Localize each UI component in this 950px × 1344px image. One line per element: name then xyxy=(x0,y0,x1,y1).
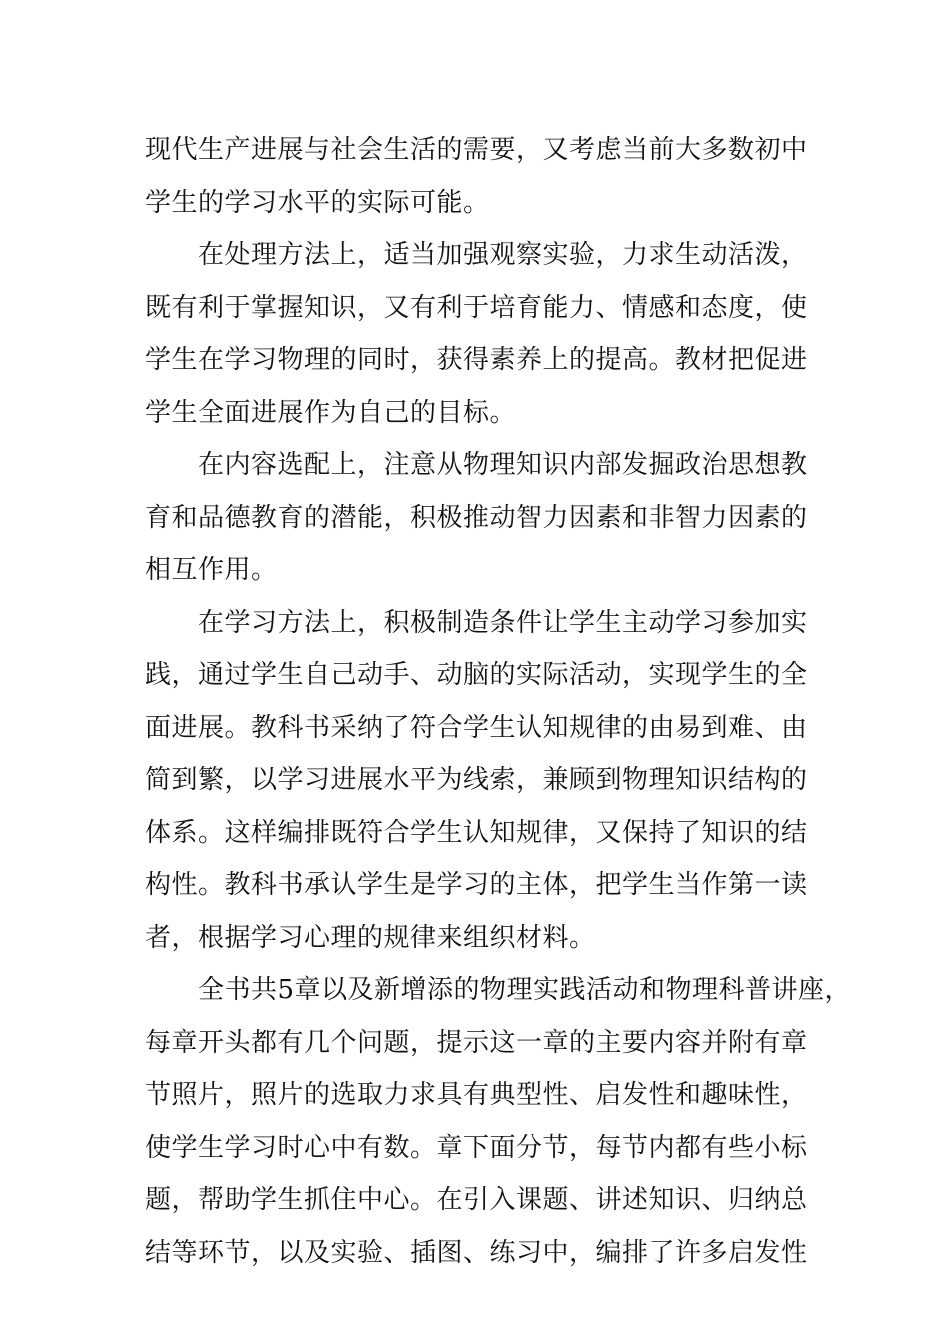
text-line: 简到繁，以学习进展水平为线索，兼顾到物理知识结构的 xyxy=(145,765,808,795)
text-line: 现代生产进展与社会生活的需要，又考虑当前大多数初中 xyxy=(145,135,808,165)
text-line: 体系。这样编排既符合学生认知规律，又保持了知识的结 xyxy=(145,817,808,848)
text-line: 使学生学习时心中有数。章下面分节，每节内都有些小标 xyxy=(145,1132,808,1163)
text-line: 题，帮助学生抓住中心。在引入课题、讲述知识、归纳总 xyxy=(145,1185,808,1215)
paragraph-start-line: 在学习方法上，积极制造条件让学生主动学习参加实 xyxy=(198,607,808,638)
text-line: 既有利于掌握知识，又有利于培育能力、情感和态度，使 xyxy=(145,292,808,323)
text-line: 者，根据学习心理的规律来组织材料。 xyxy=(145,922,596,953)
text-line: 相互作用。 xyxy=(145,555,278,585)
text-line: 学生全面进展作为自己的目标。 xyxy=(145,397,517,428)
paragraph-start-line: 在内容选配上，注意从物理知识内部发掘政治思想教 xyxy=(198,450,808,480)
text-line: 每章开头都有几个问题，提示这一章的主要内容并附有章 xyxy=(145,1027,808,1058)
text-line: 学生在学习物理的同时，获得素养上的提高。教材把促进 xyxy=(145,345,808,375)
body-text xyxy=(145,124,852,1279)
paragraph-start-line: 全书共5章以及新增添的物理实践活动和物理科普讲座， xyxy=(198,975,852,1005)
text-line: 育和品德教育的潜能，积极推动智力因素和非智力因素的 xyxy=(145,502,808,533)
text-line: 学生的学习水平的实际可能。 xyxy=(145,187,490,218)
text-line: 构性。教科书承认学生是学习的主体，把学生当作第一读 xyxy=(145,870,808,900)
text-line: 节照片，照片的选取力求具有典型性、启发性和趣味性， xyxy=(145,1080,808,1110)
text-line: 结等环节，以及实验、插图、练习中，编排了许多启发性 xyxy=(145,1237,808,1268)
text-line: 践，通过学生自己动手、动脑的实际活动，实现学生的全 xyxy=(145,660,808,690)
paragraph-start-line: 在处理方法上，适当加强观察实验，力求生动活泼， xyxy=(198,240,808,270)
text-line: 面进展。教科书采纳了符合学生认知规律的由易到难、由 xyxy=(145,712,808,743)
